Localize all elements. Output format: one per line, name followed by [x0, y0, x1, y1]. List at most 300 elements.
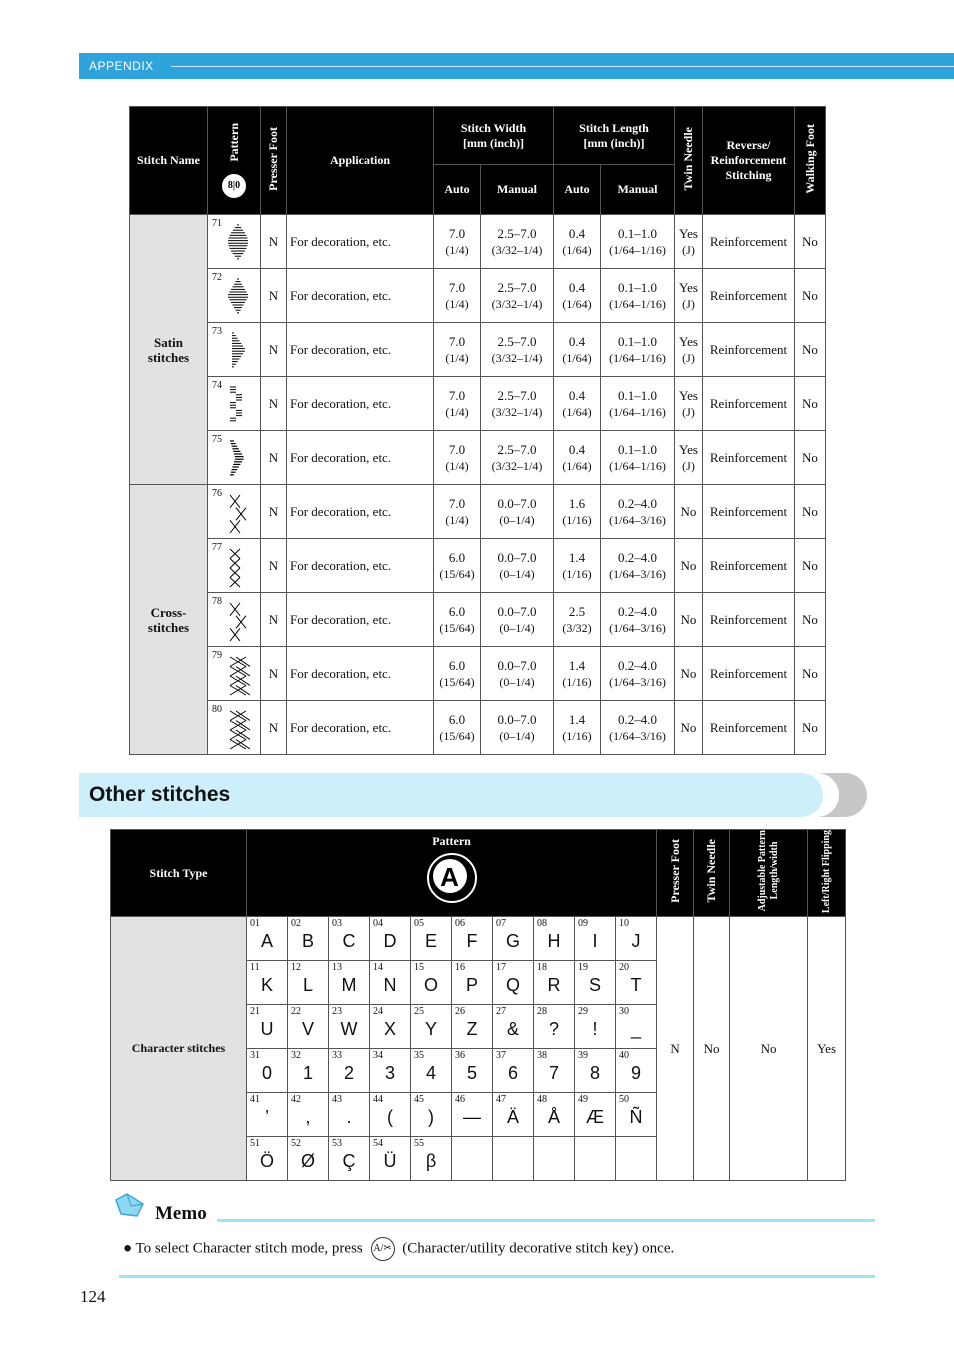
width-manual: 2.5–7.0 (3/32–1/4)	[481, 323, 554, 377]
bullet: ●	[123, 1240, 133, 1257]
character-number: 31	[250, 1050, 260, 1062]
character-cell	[370, 1049, 411, 1093]
character-cell	[247, 1049, 288, 1093]
application: For decoration, etc.	[287, 593, 434, 647]
application: For decoration, etc.	[287, 485, 434, 539]
width-auto: 7.0 (1/4)	[434, 323, 481, 377]
character-number: 24	[373, 1006, 383, 1018]
character-glyph: )	[428, 1107, 434, 1128]
banner-cap	[779, 773, 823, 817]
character-cell	[616, 1137, 657, 1181]
table-row	[130, 701, 826, 755]
table-row	[130, 269, 826, 323]
length-manual: 0.1–1.0 (1/64–1/16)	[601, 215, 675, 269]
character-number: 25	[414, 1006, 424, 1018]
reverse-stitching: Reinforcement	[703, 215, 795, 269]
length-auto: 1.4 (1/16)	[554, 647, 601, 701]
memo-text-after: (Character/utility decorative stitch key) once.	[402, 1240, 675, 1257]
header-twin-needle: Twin Needle	[675, 107, 703, 215]
reverse-stitching: Reinforcement	[703, 377, 795, 431]
character-cell	[452, 1137, 493, 1181]
presser-foot: N	[261, 323, 287, 377]
character-glyph: Æ	[586, 1107, 604, 1128]
stitch-pattern-icon	[226, 437, 250, 485]
character-number: 02	[291, 918, 301, 930]
character-number: 49	[578, 1094, 588, 1106]
character-utility-key-icon: A/✂	[371, 1237, 395, 1261]
character-number: 32	[291, 1050, 301, 1062]
character-glyph: R	[547, 975, 561, 996]
width-auto: 7.0 (1/4)	[434, 215, 481, 269]
application: For decoration, etc.	[287, 701, 434, 755]
character-cell	[247, 1093, 288, 1137]
character-glyph: L	[302, 975, 313, 996]
group-cross-stitches: Cross- stitches	[130, 485, 208, 755]
width-manual: 2.5–7.0 (3/32–1/4)	[481, 215, 554, 269]
header-twin-needle-2: Twin Needle	[694, 830, 730, 917]
character-cell	[534, 1137, 575, 1181]
character-cell	[329, 961, 370, 1005]
stitch-pattern-icon	[226, 707, 250, 755]
length-auto: 0.4 (1/64)	[554, 269, 601, 323]
character-glyph: Y	[424, 1019, 437, 1040]
character-glyph: 8	[589, 1063, 600, 1084]
character-cell	[288, 961, 329, 1005]
row-label-character-stitches: Character stitches	[111, 917, 247, 1181]
character-cell	[329, 1137, 370, 1181]
walking-foot: No	[795, 539, 826, 593]
reverse-stitching: Reinforcement	[703, 701, 795, 755]
memo-text	[123, 1237, 674, 1261]
application: For decoration, etc.	[287, 431, 434, 485]
table-row	[130, 377, 826, 431]
header-presser-foot-2: Presser Foot	[657, 830, 694, 917]
presser-foot: N	[261, 701, 287, 755]
character-cell	[411, 1049, 452, 1093]
character-number: 01	[250, 918, 260, 930]
character-glyph: .	[346, 1107, 352, 1128]
character-cell	[370, 961, 411, 1005]
reverse-stitching: Reinforcement	[703, 647, 795, 701]
walking-foot: No	[795, 647, 826, 701]
character-cell	[247, 1005, 288, 1049]
header-width-manual: Manual	[481, 165, 554, 215]
pattern-cell	[208, 269, 261, 323]
character-number: 30	[619, 1006, 629, 1018]
pattern-cell	[208, 431, 261, 485]
character-cell	[493, 1005, 534, 1049]
presser-foot: N	[261, 647, 287, 701]
character-cell	[411, 1093, 452, 1137]
pattern-cell	[208, 701, 261, 755]
character-cell	[247, 961, 288, 1005]
presser-foot: N	[261, 269, 287, 323]
character-glyph: ?	[548, 1019, 559, 1040]
page-number: 124	[80, 1287, 106, 1306]
memo-title: Memo	[155, 1203, 207, 1224]
character-glyph: K	[260, 975, 273, 996]
character-glyph: 3	[384, 1063, 395, 1084]
character-cell	[534, 961, 575, 1005]
pattern-number: 73	[212, 326, 222, 337]
length-manual: 0.1–1.0 (1/64–1/16)	[601, 377, 675, 431]
reverse-stitching: Reinforcement	[703, 323, 795, 377]
character-number: 03	[332, 918, 342, 930]
character-cell	[616, 1093, 657, 1137]
character-number: 43	[332, 1094, 342, 1106]
character-cell	[534, 1005, 575, 1049]
character-number: 36	[455, 1050, 465, 1062]
character-glyph: (	[387, 1107, 393, 1128]
character-number: 13	[332, 962, 342, 974]
length-manual: 0.1–1.0 (1/64–1/16)	[601, 323, 675, 377]
character-number: 37	[496, 1050, 506, 1062]
length-auto: 0.4 (1/64)	[554, 215, 601, 269]
application: For decoration, etc.	[287, 539, 434, 593]
header-stitch-width: Stitch Width [mm (inch)]	[434, 107, 554, 165]
presser-foot: N	[261, 215, 287, 269]
character-glyph: Ø	[300, 1151, 315, 1172]
character-cell	[452, 1005, 493, 1049]
character-glyph: &	[506, 1019, 519, 1040]
character-cell	[288, 1005, 329, 1049]
character-number: 48	[537, 1094, 547, 1106]
character-number: 55	[414, 1138, 424, 1150]
character-cell	[411, 961, 452, 1005]
length-auto: 0.4 (1/64)	[554, 323, 601, 377]
character-glyph: Ç	[342, 1151, 356, 1172]
character-cell	[329, 1005, 370, 1049]
table-row	[130, 539, 826, 593]
character-cell	[370, 1005, 411, 1049]
character-cell	[493, 1049, 534, 1093]
table-row	[130, 647, 826, 701]
application: For decoration, etc.	[287, 269, 434, 323]
character-number: 14	[373, 962, 383, 974]
pattern-mode-icon: 8|0	[222, 174, 246, 198]
stitch-pattern-icon	[226, 275, 250, 323]
character-glyph: I	[592, 931, 598, 952]
character-number: 29	[578, 1006, 588, 1018]
character-glyph: 2	[343, 1063, 354, 1084]
walking-foot: No	[795, 377, 826, 431]
length-manual: 0.1–1.0 (1/64–1/16)	[601, 431, 675, 485]
character-glyph: S	[588, 975, 601, 996]
character-number: 28	[537, 1006, 547, 1018]
character-glyph: 7	[548, 1063, 559, 1084]
header-pattern: Pattern 8|0	[208, 107, 261, 215]
reverse-stitching: Reinforcement	[703, 485, 795, 539]
character-glyph: W	[340, 1019, 358, 1040]
character-number: 42	[291, 1094, 301, 1106]
presser-foot: N	[261, 377, 287, 431]
walking-foot: No	[795, 431, 826, 485]
presser-foot-2: N	[657, 917, 694, 1181]
character-glyph: Ñ	[629, 1107, 643, 1128]
stitch-pattern-icon	[226, 383, 250, 431]
character-mode-icon: A	[427, 853, 477, 903]
character-number: 54	[373, 1138, 383, 1150]
character-glyph: 4	[425, 1063, 436, 1084]
character-cell	[493, 1093, 534, 1137]
character-glyph: 1	[302, 1063, 313, 1084]
character-number: 09	[578, 918, 588, 930]
walking-foot: No	[795, 269, 826, 323]
header-walking-foot: Walking Foot	[795, 107, 826, 215]
character-glyph: J	[631, 931, 641, 952]
twin-needle: Yes (J)	[675, 377, 703, 431]
pattern-cell	[208, 593, 261, 647]
twin-needle: Yes (J)	[675, 323, 703, 377]
presser-foot: N	[261, 485, 287, 539]
length-manual: 0.2–4.0 (1/64–3/16)	[601, 485, 675, 539]
width-manual: 0.0–7.0 (0–1/4)	[481, 701, 554, 755]
length-manual: 0.2–4.0 (1/64–3/16)	[601, 539, 675, 593]
application: For decoration, etc.	[287, 647, 434, 701]
character-cell	[329, 1049, 370, 1093]
character-number: 40	[619, 1050, 629, 1062]
character-glyph: β	[425, 1151, 437, 1172]
character-cell	[616, 1049, 657, 1093]
pattern-number: 79	[212, 650, 222, 661]
header-application: Application	[287, 107, 434, 215]
character-number: 50	[619, 1094, 629, 1106]
application: For decoration, etc.	[287, 377, 434, 431]
group-satin-stitches: Satin stitches	[130, 215, 208, 485]
pattern-cell	[208, 539, 261, 593]
character-number: 21	[250, 1006, 260, 1018]
character-cell	[247, 917, 288, 961]
twin-needle: No	[675, 647, 703, 701]
character-glyph: E	[424, 931, 437, 952]
character-cell	[247, 1137, 288, 1181]
left-right-flipping: Yes	[808, 917, 846, 1181]
stitch-pattern-icon	[226, 329, 250, 377]
length-manual: 0.2–4.0 (1/64–3/16)	[601, 647, 675, 701]
character-cell	[575, 961, 616, 1005]
table-row	[130, 215, 826, 269]
width-auto: 7.0 (1/4)	[434, 377, 481, 431]
walking-foot: No	[795, 701, 826, 755]
width-manual: 2.5–7.0 (3/32–1/4)	[481, 377, 554, 431]
header-pattern-2: Pattern A	[247, 830, 657, 917]
table-row	[130, 323, 826, 377]
character-number: 23	[332, 1006, 342, 1018]
character-number: 39	[578, 1050, 588, 1062]
pattern-cell	[208, 215, 261, 269]
length-auto: 2.5 (3/32)	[554, 593, 601, 647]
table-row	[130, 431, 826, 485]
twin-needle: No	[675, 701, 703, 755]
length-auto: 1.6 (1/16)	[554, 485, 601, 539]
character-number: 05	[414, 918, 424, 930]
character-cell	[411, 1137, 452, 1181]
character-glyph: Ö	[259, 1151, 274, 1172]
character-number: 45	[414, 1094, 424, 1106]
character-glyph: 6	[507, 1063, 518, 1084]
pattern-number: 77	[212, 542, 222, 553]
character-cell	[288, 1137, 329, 1181]
length-manual: 0.2–4.0 (1/64–3/16)	[601, 593, 675, 647]
character-number: 51	[250, 1138, 260, 1150]
width-manual: 0.0–7.0 (0–1/4)	[481, 539, 554, 593]
table-row	[130, 593, 826, 647]
table-row	[130, 485, 826, 539]
utility-stitch-table	[129, 106, 826, 755]
walking-foot: No	[795, 323, 826, 377]
width-auto: 6.0 (15/64)	[434, 647, 481, 701]
character-glyph: D	[383, 931, 397, 952]
character-cell	[616, 917, 657, 961]
width-manual: 2.5–7.0 (3/32–1/4)	[481, 269, 554, 323]
width-manual: 0.0–7.0 (0–1/4)	[481, 485, 554, 539]
character-glyph: !	[592, 1019, 598, 1040]
header-flip: Left/Right Flipping	[808, 830, 846, 917]
memo-rule-bottom	[119, 1275, 875, 1278]
character-cell	[534, 917, 575, 961]
character-number: 46	[455, 1094, 465, 1106]
character-number: 47	[496, 1094, 506, 1106]
header-stitch-length: Stitch Length [mm (inch)]	[554, 107, 675, 165]
character-number: 19	[578, 962, 588, 974]
pattern-cell	[208, 377, 261, 431]
character-glyph: G	[505, 931, 520, 952]
character-cell	[616, 961, 657, 1005]
table-row	[111, 917, 846, 961]
header-stitch-type: Stitch Type	[111, 830, 247, 917]
stitch-pattern-icon	[226, 545, 250, 593]
pattern-number: 80	[212, 704, 222, 715]
character-cell	[370, 917, 411, 961]
pattern-number: 76	[212, 488, 222, 499]
character-glyph: H	[547, 931, 561, 952]
header-rule	[171, 66, 954, 67]
character-number: 12	[291, 962, 301, 974]
stitch-pattern-icon	[226, 653, 250, 701]
character-cell	[493, 1137, 534, 1181]
character-glyph: _	[631, 1019, 642, 1040]
character-glyph: A	[260, 931, 273, 952]
width-auto: 7.0 (1/4)	[434, 431, 481, 485]
character-glyph: 9	[631, 1063, 642, 1084]
character-cell	[370, 1137, 411, 1181]
character-cell	[452, 961, 493, 1005]
character-cell	[370, 1093, 411, 1137]
character-cell	[493, 917, 534, 961]
length-manual: 0.1–1.0 (1/64–1/16)	[601, 269, 675, 323]
header-reverse: Reverse/ Reinforcement Stitching	[703, 107, 795, 215]
character-cell	[575, 1005, 616, 1049]
character-number: 26	[455, 1006, 465, 1018]
pattern-number: 74	[212, 380, 222, 391]
character-number: 07	[496, 918, 506, 930]
width-manual: 0.0–7.0 (0–1/4)	[481, 647, 554, 701]
width-auto: 6.0 (15/64)	[434, 701, 481, 755]
character-glyph: M	[341, 975, 357, 996]
reverse-stitching: Reinforcement	[703, 269, 795, 323]
presser-foot: N	[261, 431, 287, 485]
pattern-number: 72	[212, 272, 222, 283]
twin-needle: No	[675, 593, 703, 647]
character-number: 27	[496, 1006, 506, 1018]
character-cell	[329, 917, 370, 961]
character-glyph: F	[466, 931, 478, 952]
character-cell	[534, 1049, 575, 1093]
length-auto: 1.4 (1/16)	[554, 701, 601, 755]
memo-text-before: To select Character stitch mode, press	[135, 1240, 363, 1257]
section-title: Other stitches	[89, 783, 231, 806]
character-cell	[288, 1049, 329, 1093]
memo-icon	[113, 1192, 147, 1220]
character-number: 52	[291, 1138, 301, 1150]
stitch-pattern-icon	[226, 491, 250, 539]
character-cell	[575, 1137, 616, 1181]
pattern-number: 71	[212, 218, 222, 229]
character-cell	[288, 917, 329, 961]
character-glyph: ’	[265, 1107, 269, 1128]
twin-needle-2: No	[694, 917, 730, 1181]
character-glyph: 5	[466, 1063, 477, 1084]
character-cell	[452, 1049, 493, 1093]
header-presser-foot: Presser Foot	[261, 107, 287, 215]
walking-foot: No	[795, 485, 826, 539]
character-glyph: —	[463, 1107, 481, 1128]
character-cell	[411, 1005, 452, 1049]
character-number: 16	[455, 962, 465, 974]
width-auto: 6.0 (15/64)	[434, 593, 481, 647]
character-number: 33	[332, 1050, 342, 1062]
character-number: 53	[332, 1138, 342, 1150]
character-glyph: 0	[261, 1063, 272, 1084]
stitch-pattern-icon	[226, 599, 250, 647]
walking-foot: No	[795, 215, 826, 269]
length-manual: 0.2–4.0 (1/64–3/16)	[601, 701, 675, 755]
character-number: 04	[373, 918, 383, 930]
character-glyph: Ä	[506, 1107, 519, 1128]
twin-needle: No	[675, 485, 703, 539]
section-label: APPENDIX	[89, 59, 154, 73]
header-width-auto: Auto	[434, 165, 481, 215]
character-glyph: T	[630, 975, 642, 996]
character-number: 06	[455, 918, 465, 930]
character-stitch-table	[110, 829, 846, 1181]
character-number: 10	[619, 918, 629, 930]
width-auto: 6.0 (15/64)	[434, 539, 481, 593]
character-cell	[411, 917, 452, 961]
character-glyph: P	[465, 975, 478, 996]
character-cell	[493, 961, 534, 1005]
length-auto: 0.4 (1/64)	[554, 431, 601, 485]
character-cell	[575, 917, 616, 961]
character-glyph: Ü	[383, 1151, 397, 1172]
header-length-auto: Auto	[554, 165, 601, 215]
presser-foot: N	[261, 593, 287, 647]
pattern-cell	[208, 647, 261, 701]
character-cell	[452, 1093, 493, 1137]
header-stitch-name: Stitch Name	[130, 107, 208, 215]
character-cell	[616, 1005, 657, 1049]
character-number: 35	[414, 1050, 424, 1062]
character-glyph: V	[301, 1019, 314, 1040]
character-cell	[452, 917, 493, 961]
character-number: 41	[250, 1094, 260, 1106]
character-cell	[329, 1093, 370, 1137]
character-number: 20	[619, 962, 629, 974]
character-cell	[288, 1093, 329, 1137]
character-number: 34	[373, 1050, 383, 1062]
length-auto: 1.4 (1/16)	[554, 539, 601, 593]
width-manual: 2.5–7.0 (3/32–1/4)	[481, 431, 554, 485]
